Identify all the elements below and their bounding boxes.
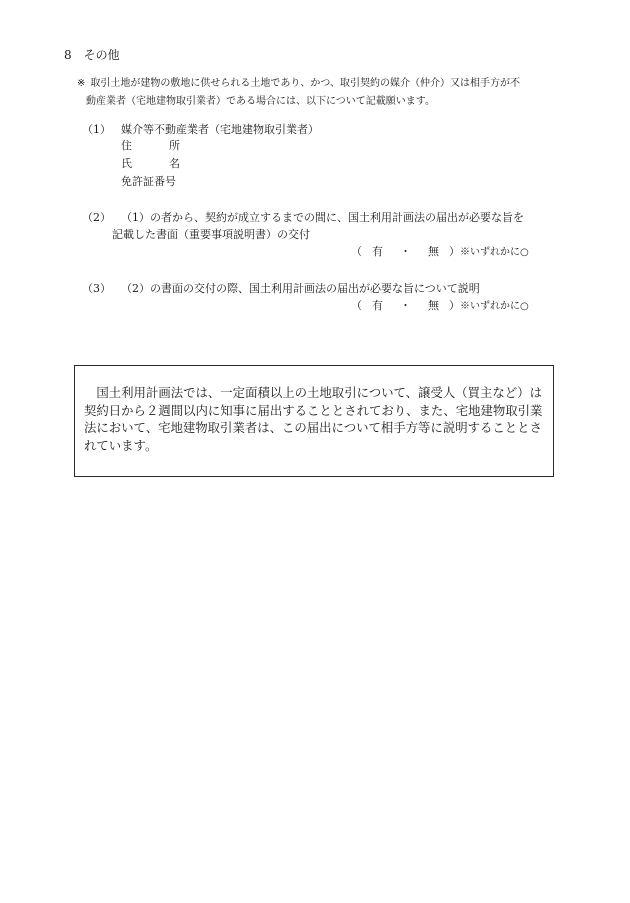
item-2-text-1: （1）の者から、契約が成立するまでの間に、国土利用計画法の届出が必要な旨を	[121, 211, 524, 224]
choice-dot: ・	[400, 245, 411, 258]
choice-yes[interactable]: 有	[372, 245, 383, 258]
item-2-choice[interactable]	[351, 244, 529, 260]
section-title: その他	[83, 48, 120, 62]
item-1-number: （1）	[82, 123, 111, 136]
choice-close-paren: ）	[449, 299, 460, 312]
choice-open-paren: （	[351, 299, 362, 312]
field-address-label: 住	[121, 139, 132, 152]
item-3-choice[interactable]	[351, 298, 529, 314]
field-address-label-2: 所	[169, 139, 180, 152]
section-number: 8	[64, 48, 72, 62]
choice-dot: ・	[400, 299, 411, 312]
choice-open-paren: （	[351, 245, 362, 258]
field-name-label-2: 名	[169, 157, 180, 170]
choice-yes[interactable]: 有	[372, 299, 383, 312]
choice-hint: ※いずれかに○	[460, 247, 529, 258]
choice-close-paren: ）	[449, 245, 460, 258]
note-line-1	[77, 76, 520, 91]
note-text-1: 取引土地が建物の敷地に供せられる土地であり、かつ、取引契約の媒介（仲介）又は相手方が不	[90, 78, 520, 89]
info-box-text: 国土利用計画法では、一定面積以上の土地取引について、譲受人（買主など）は契約日から２週間以内に知事に届出することとされており、また、宅地建物取引業法において、宅地建物取引業者は、この届出について相手方等に説明することとされています。	[84, 385, 543, 453]
item-1-title: 媒介等不動産業者（宅地建物取引業者）	[121, 123, 319, 136]
choice-no[interactable]: 無	[428, 245, 439, 258]
item-2-text-2: 記載した書面（重要事項説明書）の交付	[112, 228, 310, 241]
note-mark: ※	[77, 78, 86, 89]
info-box	[74, 365, 554, 477]
item-3-number: （3）	[82, 282, 111, 295]
item-3-text-1: （2）の書面の交付の際、国土利用計画法の届出が必要な旨について説明	[121, 282, 480, 295]
section-heading	[64, 47, 120, 63]
choice-hint: ※いずれかに○	[460, 301, 529, 312]
field-license-number-label: 免許証番号	[121, 175, 176, 188]
item-2-number: （2）	[82, 211, 111, 224]
field-name-label: 氏	[121, 157, 132, 170]
choice-no[interactable]: 無	[428, 299, 439, 312]
note-line-2: 動産業者（宅地建物取引業者）である場合には、以下について記載願います。	[86, 96, 435, 107]
